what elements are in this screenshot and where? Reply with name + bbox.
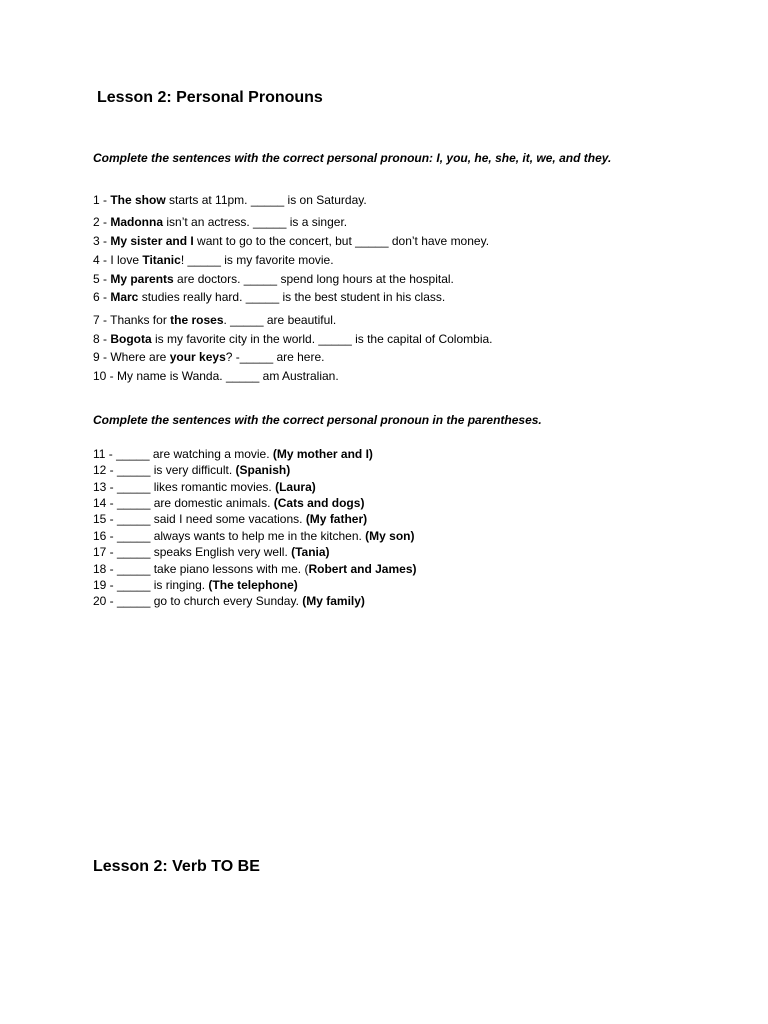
exercise-item [93, 578, 298, 592]
sentence-text: 2 - [93, 215, 111, 229]
sentence-text: 3 - [93, 234, 111, 248]
bold-keyword: the roses [170, 313, 224, 327]
bold-keyword: My sister and I [110, 234, 194, 248]
exercise-item [93, 512, 367, 526]
bold-keyword: Bogota [110, 332, 152, 346]
bold-keyword: (Laura) [275, 480, 316, 494]
exercise-item [93, 594, 365, 608]
instruction-2: Complete the sentences with the correct personal pronoun in the parentheses. [93, 413, 542, 427]
exercise-item [93, 253, 334, 267]
exercise-item [93, 272, 454, 286]
sentence-text: 14 - _____ are domestic animals. [93, 496, 274, 510]
exercise-item [93, 193, 367, 207]
bold-keyword: My parents [110, 272, 174, 286]
sentence-text: 7 - Thanks for [93, 313, 171, 327]
sentence-text: 15 - _____ said I need some vacations. [93, 512, 306, 526]
sentence-text: 13 - _____ likes romantic movies. [93, 480, 276, 494]
lesson-title-personal-pronouns: Lesson 2: Personal Pronouns [97, 89, 323, 106]
bold-keyword: (My mother and I) [272, 447, 373, 461]
bold-keyword: (Cats and dogs) [273, 496, 365, 510]
sentence-text: 18 - _____ take piano lessons with me. ( [93, 562, 309, 576]
sentence-text: want to go to the concert, but _____ don’t have money. [193, 234, 490, 248]
sentence-text: 5 - [93, 272, 111, 286]
sentence-text: are doctors. _____ spend long hours at the hospital. [173, 272, 454, 286]
exercise-item [93, 234, 489, 248]
bold-keyword: (My father) [305, 512, 368, 526]
sentence-text: . _____ are beautiful. [223, 313, 337, 327]
sentence-text: 17 - _____ speaks English very well. [93, 545, 292, 559]
sentence-text: 10 - My name is Wanda. _____ am Australian. [93, 369, 339, 383]
sentence-text: starts at 11pm. _____ is on Saturday. [165, 193, 367, 207]
sentence-text: 19 - _____ is ringing. [93, 578, 209, 592]
sentence-text: 6 - [93, 290, 111, 304]
sentence-text: ? -_____ are here. [225, 350, 325, 364]
sentence-text: 11 - _____ are watching a movie. [93, 447, 273, 461]
exercise-item [93, 529, 415, 543]
exercise-item [93, 562, 417, 576]
sentence-text: 4 - I love [93, 253, 143, 267]
bold-keyword: (The telephone) [208, 578, 298, 592]
bold-keyword: (Spanish) [235, 463, 291, 477]
bold-keyword: Marc [110, 290, 139, 304]
exercise-item [93, 215, 347, 229]
exercise-item [93, 350, 325, 364]
bold-keyword: your keys [169, 350, 226, 364]
bold-keyword: Madonna [110, 215, 164, 229]
bold-keyword: Robert and James) [308, 562, 417, 576]
sentence-text: 1 - [93, 193, 111, 207]
sentence-text: studies really hard. _____ is the best student in his class. [138, 290, 446, 304]
sentence-text: 16 - _____ always wants to help me in the kitchen. [93, 529, 366, 543]
exercise-item [93, 463, 290, 477]
sentence-text: 8 - [93, 332, 111, 346]
exercise-item [93, 332, 493, 346]
bold-keyword: Titanic [142, 253, 181, 267]
bold-keyword: The show [110, 193, 166, 207]
bold-keyword: (My son) [365, 529, 415, 543]
exercise-item [93, 290, 445, 304]
sentence-text: 12 - _____ is very difficult. [93, 463, 236, 477]
sentence-text: isn’t an actress. _____ is a singer. [163, 215, 348, 229]
sentence-text: ! _____ is my favorite movie. [180, 253, 334, 267]
exercise-item [93, 545, 330, 559]
instruction-1: Complete the sentences with the correct personal pronoun: I, you, he, she, it, we, and they. [93, 151, 612, 165]
sentence-text: 9 - Where are [93, 350, 170, 364]
exercise-item [93, 369, 339, 383]
exercise-item [93, 496, 364, 510]
lesson-title-verb-to-be: Lesson 2: Verb TO BE [93, 858, 260, 875]
exercise-item [93, 480, 316, 494]
sentence-text: is my favorite city in the world. _____ is the capital of Colombia. [151, 332, 493, 346]
exercise-item [93, 313, 336, 327]
bold-keyword: (Tania) [291, 545, 330, 559]
bold-keyword: (My family) [302, 594, 365, 608]
exercise-item [93, 447, 373, 461]
sentence-text: 20 - _____ go to church every Sunday. [93, 594, 303, 608]
